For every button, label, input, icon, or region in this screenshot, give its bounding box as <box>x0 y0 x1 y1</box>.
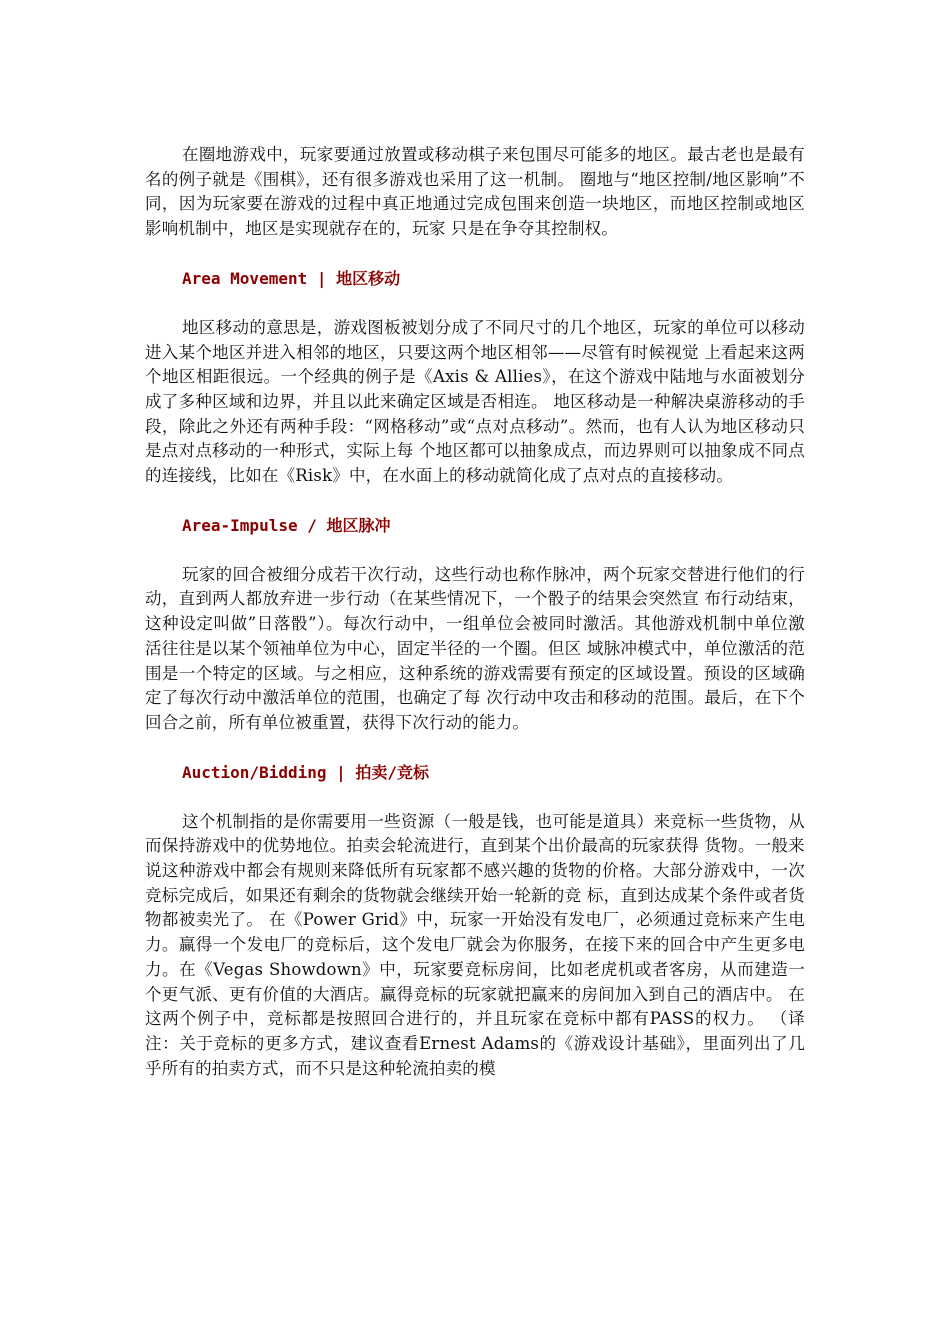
section-body-auction-bidding: 这个机制指的是你需要用一些资源（一般是钱，也可能是道具）来竞标一些货物，从而保持游戏中的优势地位。拍卖会轮流进行，直到某个出价最高的玩家获得 货物。一般来说这种游戏中都会有规则来降低所有玩家都不感兴趣的货物的价格。大部分游戏中，一次竞标完成后，如果还有剩余的货物就会继续开始一轮新的竞 标，直到达成某个条件或者货物都被卖光了。 在《Power Grid》中，玩家一开始没有发电厂，必须通过竞标来产生电力。赢得一个发电厂的竞标后，这个发电厂就会为你服务，在接下来的回合中产生更多电力。在《Vegas Showdown》中，玩家要竞标房间，比如老虎机或者客房，从而建造一个更气派、更有价值的大酒店。赢得竞标的玩家就把赢来的房间加入到自己的酒店中。 在这两个例子中，竞标都是按照回合进行的，并且玩家在竞标中都有PASS的权力。 （译注：关于竞标的更多方式，建议查看Ernest Adams的《游戏设计基础》，里面列出了几乎所有的拍卖方式，而不只是这种轮流拍卖的模 <box>145 811 805 1078</box>
section-heading-area-impulse: Area-Impulse / 地区脉冲 <box>182 515 391 535</box>
intro-paragraph: 在圈地游戏中，玩家要通过放置或移动棋子来包围尽可能多的地区。最古老也是最有名的例子就是《围棋》，还有很多游戏也采用了这一机制。 圈地与“地区控制/地区影响”不同，因为玩家要在游戏的过程中真正地通过完成包围来创造一块地区，而地区控制或地区影响机制中，地区是实现就存在的，玩家 只是在争夺其控制权。 <box>145 145 805 239</box>
section-body-area-impulse: 玩家的回合被细分成若干次行动，这些行动也称作脉冲，两个玩家交替进行他们的行动，直到两人都放弃进一步行动（在某些情况下，一个骰子的结果会突然宣 布行动结束，这种设定叫做”日落骰”）。每次行动中，一组单位会被同时激活。其他游戏机制中单位激活往往是以某个领袖单位为中心，固定半径的一个圈。但区 域脉冲模式中，单位激活的范围是一个特定的区域。与之相应，这种系统的游戏需要有预定的区域设置。预设的区域确定了每次行动中激活单位的范围，也确定了每 次行动中攻击和移动的范围。最后，在下个回合之前，所有单位被重置，获得下次行动的能力。 <box>145 564 805 732</box>
section-heading-auction-bidding: Auction/Bidding | 拍卖/竞标 <box>182 762 430 782</box>
section-body-area-movement: 地区移动的意思是，游戏图板被划分成了不同尺寸的几个地区，玩家的单位可以移动进入某个地区并进入相邻的地区，只要这两个地区相邻——尽管有时候视觉 上看起来这两个地区相距很远。一个经典的例子是《Axis & Allies》，在这个游戏中陆地与水面被划分成了多种区域和边界，并且以此来确定区域是否相连。 地区移动是一种解决桌游移动的手段，除此之外还有两种手段：“网格移动”或“点对点移动”。然而，也有人认为地区移动只是点对点移动的一种形式，实际上每 个地区都可以抽象成点，而边界则可以抽象成不同点的连接线，比如在《Risk》中，在水面上的移动就简化成了点对点的直接移动。 <box>145 317 805 486</box>
section-heading-area-movement: Area Movement | 地区移动 <box>182 268 401 288</box>
document-page <box>145 143 805 1081</box>
spacer <box>145 538 805 563</box>
spacer <box>145 785 805 810</box>
spacer <box>145 489 805 514</box>
spacer <box>145 242 805 267</box>
spacer <box>145 291 805 316</box>
spacer <box>145 736 805 761</box>
